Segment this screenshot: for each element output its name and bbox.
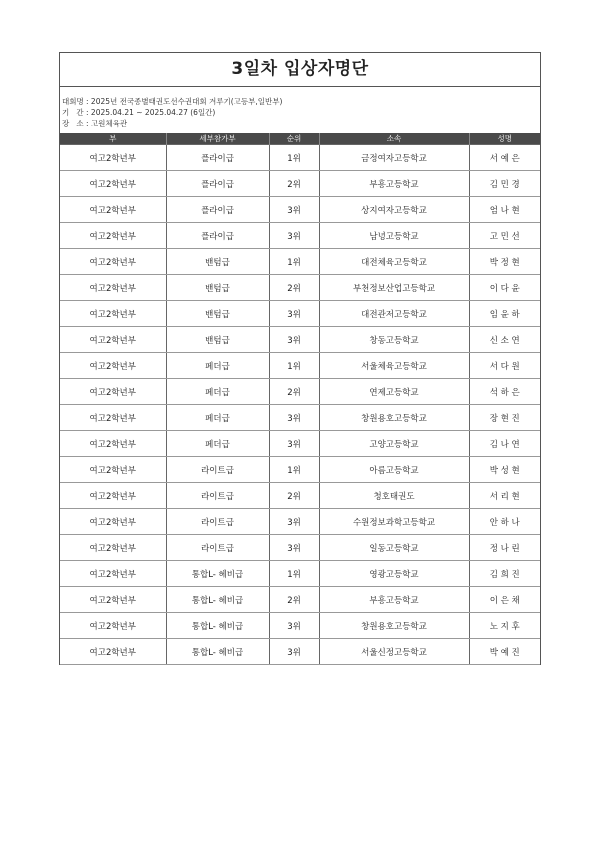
cell-rank: 3위 — [269, 535, 319, 561]
cell-affiliation: 창원용호고등학교 — [319, 405, 469, 431]
cell-affiliation: 부흥고등학교 — [319, 587, 469, 613]
cell-name: 서 리 현 — [469, 483, 540, 509]
cell-weight-class: 페더급 — [166, 379, 269, 405]
cell-weight-class: 페더급 — [166, 431, 269, 457]
cell-division: 여고2학년부 — [60, 327, 166, 353]
table-row — [60, 535, 540, 561]
cell-weight-class: 통합L- 헤비급 — [166, 613, 269, 639]
cell-rank: 3위 — [269, 223, 319, 249]
cell-name: 고 민 선 — [469, 223, 540, 249]
cell-rank: 3위 — [269, 613, 319, 639]
cell-affiliation: 대전체육고등학교 — [319, 249, 469, 275]
event-info-venue — [62, 118, 540, 129]
table-row — [60, 587, 540, 613]
cell-name: 임 윤 하 — [469, 301, 540, 327]
cell-name: 김 나 연 — [469, 431, 540, 457]
cell-division: 여고2학년부 — [60, 483, 166, 509]
cell-rank: 1위 — [269, 561, 319, 587]
cell-name: 엄 나 현 — [469, 197, 540, 223]
table-row — [60, 561, 540, 587]
cell-division: 여고2학년부 — [60, 535, 166, 561]
table-row — [60, 483, 540, 509]
results-table — [60, 133, 540, 665]
cell-division: 여고2학년부 — [60, 431, 166, 457]
table-row — [60, 639, 540, 665]
cell-weight-class: 라이트급 — [166, 483, 269, 509]
table-row — [60, 431, 540, 457]
cell-affiliation: 청호태권도 — [319, 483, 469, 509]
cell-affiliation: 연제고등학교 — [319, 379, 469, 405]
table-row — [60, 457, 540, 483]
info-key: 장 소 — [62, 119, 84, 128]
event-info-period — [62, 107, 540, 118]
cell-rank: 3위 — [269, 509, 319, 535]
cell-weight-class: 페더급 — [166, 405, 269, 431]
cell-name: 서 예 은 — [469, 145, 540, 171]
cell-rank: 3위 — [269, 197, 319, 223]
cell-affiliation: 창동고등학교 — [319, 327, 469, 353]
table-row — [60, 379, 540, 405]
cell-division: 여고2학년부 — [60, 379, 166, 405]
table-row — [60, 509, 540, 535]
results-sheet — [59, 52, 541, 665]
cell-rank: 3위 — [269, 327, 319, 353]
cell-rank: 3위 — [269, 639, 319, 665]
header-weight-class: 세부참가부 — [166, 133, 269, 145]
cell-affiliation: 고양고등학교 — [319, 431, 469, 457]
cell-name: 이 은 채 — [469, 587, 540, 613]
table-row — [60, 353, 540, 379]
table-row — [60, 197, 540, 223]
cell-weight-class: 밴텀급 — [166, 327, 269, 353]
cell-weight-class: 플라이급 — [166, 171, 269, 197]
cell-division: 여고2학년부 — [60, 249, 166, 275]
cell-affiliation: 일동고등학교 — [319, 535, 469, 561]
cell-weight-class: 밴텀급 — [166, 275, 269, 301]
table-row — [60, 275, 540, 301]
cell-division: 여고2학년부 — [60, 457, 166, 483]
cell-rank: 3위 — [269, 301, 319, 327]
cell-division: 여고2학년부 — [60, 171, 166, 197]
cell-rank: 2위 — [269, 275, 319, 301]
cell-rank: 3위 — [269, 405, 319, 431]
cell-rank: 1위 — [269, 145, 319, 171]
cell-division: 여고2학년부 — [60, 301, 166, 327]
info-value: 2025.04.21 ~ 2025.04.27 (6일간) — [90, 108, 216, 117]
cell-weight-class: 라이트급 — [166, 535, 269, 561]
cell-affiliation: 아름고등학교 — [319, 457, 469, 483]
cell-name: 장 현 진 — [469, 405, 540, 431]
header-division: 부 — [60, 133, 166, 145]
cell-weight-class: 밴텀급 — [166, 249, 269, 275]
cell-affiliation: 창원용호고등학교 — [319, 613, 469, 639]
cell-weight-class: 통합L- 헤비급 — [166, 561, 269, 587]
table-body — [60, 145, 540, 665]
info-sep: : — [86, 119, 89, 128]
cell-division: 여고2학년부 — [60, 145, 166, 171]
info-key: 기 간 — [62, 108, 84, 117]
table-row — [60, 405, 540, 431]
cell-rank: 3위 — [269, 431, 319, 457]
cell-name: 정 나 린 — [469, 535, 540, 561]
cell-weight-class: 밴텀급 — [166, 301, 269, 327]
info-value: 고원체육관 — [90, 119, 128, 128]
header-name: 성명 — [469, 133, 540, 145]
cell-rank: 1위 — [269, 353, 319, 379]
table-row — [60, 223, 540, 249]
event-info — [60, 87, 540, 133]
cell-affiliation: 대전관저고등학교 — [319, 301, 469, 327]
cell-affiliation: 남녕고등학교 — [319, 223, 469, 249]
cell-division: 여고2학년부 — [60, 509, 166, 535]
cell-division: 여고2학년부 — [60, 197, 166, 223]
cell-affiliation: 상지여자고등학교 — [319, 197, 469, 223]
cell-division: 여고2학년부 — [60, 353, 166, 379]
cell-affiliation: 금정여자고등학교 — [319, 145, 469, 171]
cell-name: 이 다 윤 — [469, 275, 540, 301]
cell-affiliation: 서울체육고등학교 — [319, 353, 469, 379]
cell-name: 신 소 연 — [469, 327, 540, 353]
cell-name: 박 예 진 — [469, 639, 540, 665]
cell-weight-class: 통합L- 헤비급 — [166, 587, 269, 613]
cell-rank: 2위 — [269, 587, 319, 613]
cell-name: 서 다 원 — [469, 353, 540, 379]
header-rank: 순위 — [269, 133, 319, 145]
cell-rank: 2위 — [269, 171, 319, 197]
cell-affiliation: 수원정보과학고등학교 — [319, 509, 469, 535]
cell-name: 김 희 진 — [469, 561, 540, 587]
info-key: 대회명 — [62, 97, 84, 106]
table-row — [60, 613, 540, 639]
info-sep: : — [86, 97, 89, 106]
cell-name: 석 하 은 — [469, 379, 540, 405]
cell-weight-class: 페더급 — [166, 353, 269, 379]
cell-name: 노 지 후 — [469, 613, 540, 639]
cell-division: 여고2학년부 — [60, 223, 166, 249]
info-sep: : — [86, 108, 89, 117]
cell-name: 김 민 경 — [469, 171, 540, 197]
cell-weight-class: 플라이급 — [166, 223, 269, 249]
cell-weight-class: 라이트급 — [166, 509, 269, 535]
cell-weight-class: 플라이급 — [166, 197, 269, 223]
cell-weight-class: 통합L- 헤비급 — [166, 639, 269, 665]
page-title: 3일차 입상자명단 — [60, 53, 540, 87]
table-header-row — [60, 133, 540, 145]
cell-name: 안 하 나 — [469, 509, 540, 535]
cell-rank: 1위 — [269, 457, 319, 483]
cell-division: 여고2학년부 — [60, 275, 166, 301]
table-row — [60, 145, 540, 171]
cell-weight-class: 라이트급 — [166, 457, 269, 483]
cell-affiliation: 부흥고등학교 — [319, 171, 469, 197]
table-row — [60, 301, 540, 327]
cell-affiliation: 서울신정고등학교 — [319, 639, 469, 665]
cell-rank: 1위 — [269, 249, 319, 275]
cell-division: 여고2학년부 — [60, 561, 166, 587]
cell-name: 박 성 현 — [469, 457, 540, 483]
cell-name: 박 정 현 — [469, 249, 540, 275]
cell-affiliation: 부천정보산업고등학교 — [319, 275, 469, 301]
cell-division: 여고2학년부 — [60, 613, 166, 639]
cell-affiliation: 영광고등학교 — [319, 561, 469, 587]
cell-division: 여고2학년부 — [60, 639, 166, 665]
info-value: 2025년 전국종별태권도선수권대회 겨루기(고등부,일반부) — [90, 97, 283, 106]
table-row — [60, 327, 540, 353]
cell-weight-class: 플라이급 — [166, 145, 269, 171]
event-info-name — [62, 96, 540, 107]
cell-rank: 2위 — [269, 483, 319, 509]
cell-division: 여고2학년부 — [60, 405, 166, 431]
cell-division: 여고2학년부 — [60, 587, 166, 613]
cell-rank: 2위 — [269, 379, 319, 405]
table-row — [60, 171, 540, 197]
table-row — [60, 249, 540, 275]
header-affiliation: 소속 — [319, 133, 469, 145]
